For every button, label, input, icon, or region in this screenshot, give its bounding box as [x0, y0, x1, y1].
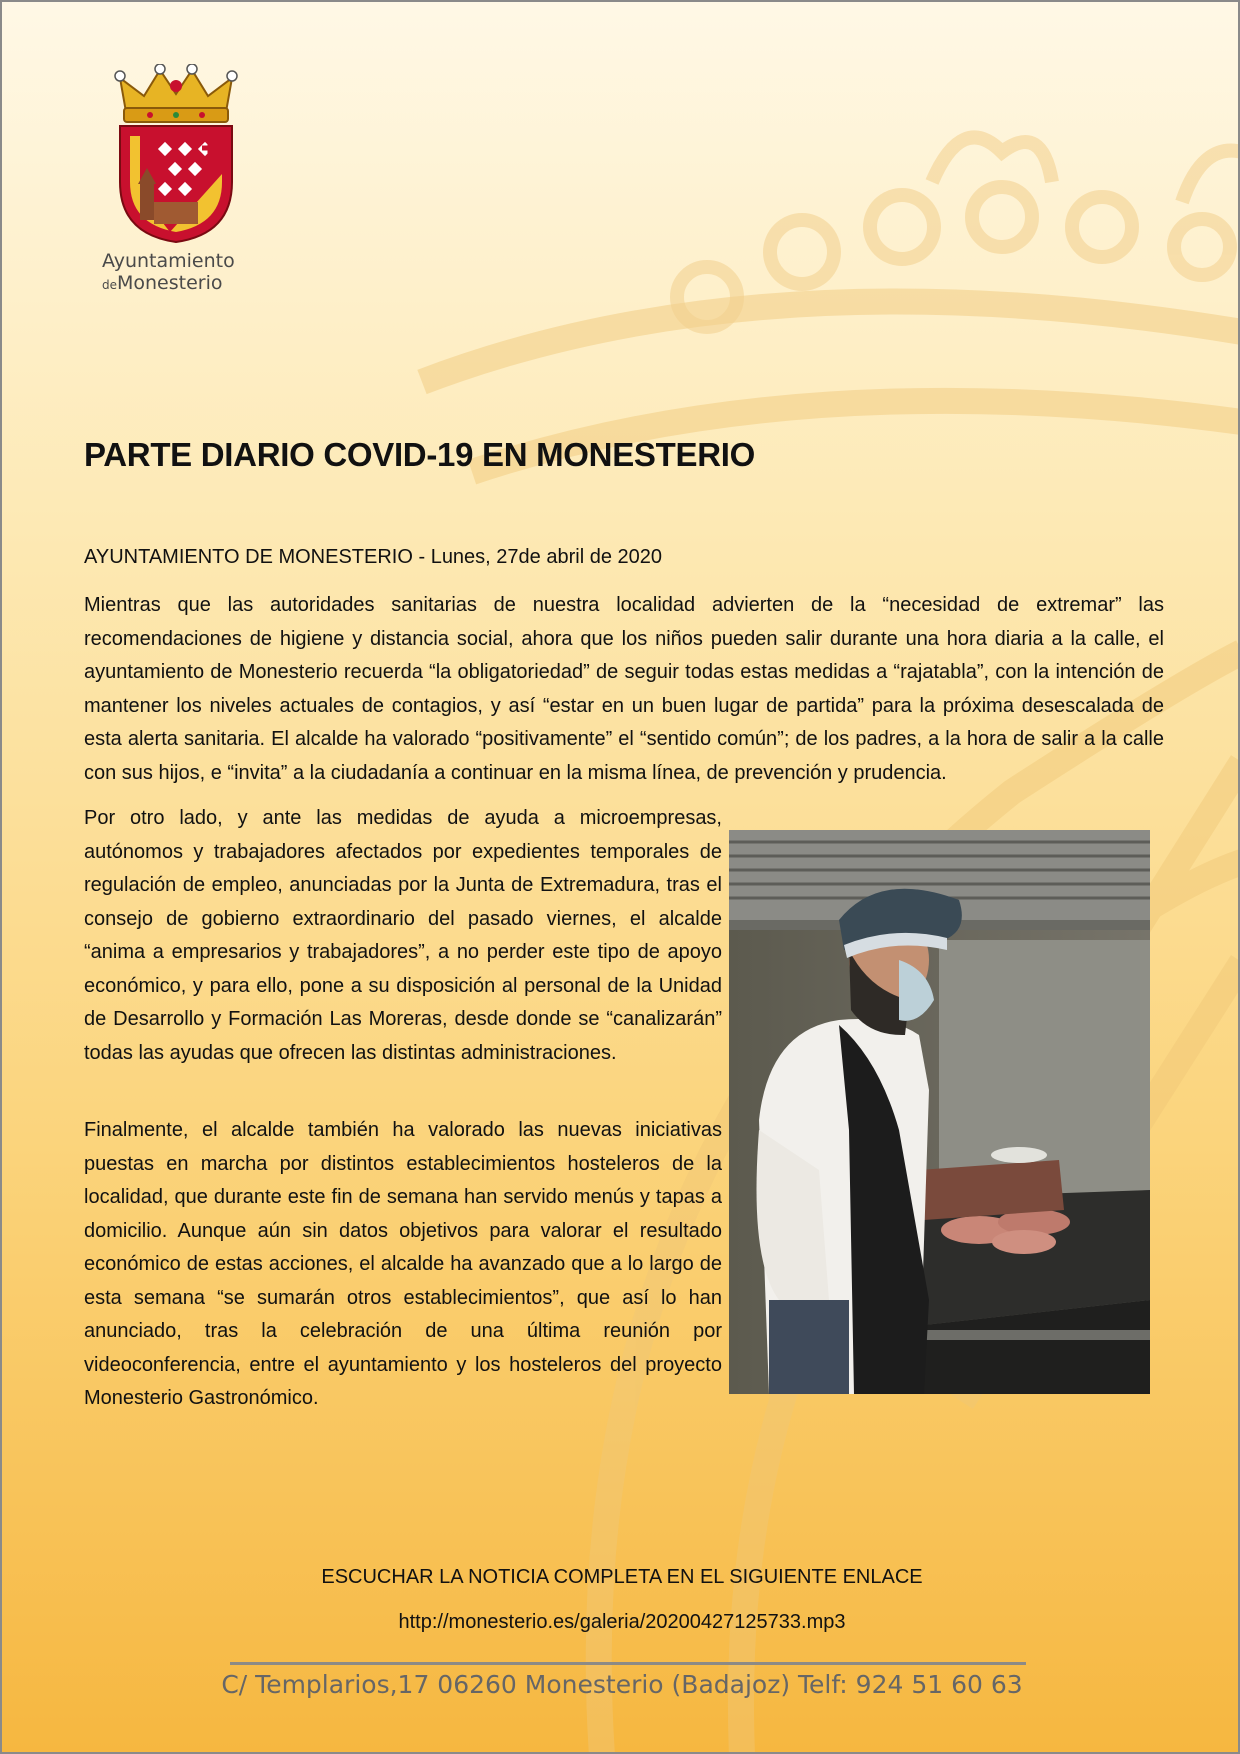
coat-of-arms-icon [110, 64, 242, 244]
audio-link[interactable]: http://monesterio.es/galeria/20200427125733.mp3 [398, 1611, 846, 1633]
ayuntamiento-logo [102, 64, 252, 296]
paragraph-1: Mientras que las autoridades sanitarias de nuestra localidad advierten de la “necesidad de extremar” las recomendaciones de higiene y distancia social, ahora que los niños pueden salir durante una hora diaria a la calle, el ayuntamiento de Monesterio recuerda “la obligatoriedad” de seguir todas estas medidas a “rajatabla”, con la intención de mantener los niveles actuales de contagios, y así “estar en un buen lugar de partida” para la próxima desescalada de esta alerta sanitaria. El alcalde ha valorado “positivamente” el “sentido común”; de los padres, a la hora de salir a la calle con sus hijos, e “invita” a la ciudadanía a continuar en la misma línea, de prevención y prudencia. [84, 594, 1164, 784]
page-title: PARTE DIARIO COVID-19 EN MONESTERIO [84, 436, 755, 473]
paragraph-2: Por otro lado, y ante las medidas de ayuda a microempresas, autónomos y trabajadores afectados por expedientes temporales de regulación de empleo, anunciadas por la Junta de Extremadura, tras el consejo de gobierno extraordinario del pasado viernes, el alcalde “anima a empresarios y trabajadores”, a no perder este tipo de apoyo económico, y para ello, pone a su disposición al personal de la Unidad de Desarrollo y Formación Las Moreras, desde donde se “canalizarán” todas las ayudas que ofrecen las distintas administraciones. [84, 807, 722, 1064]
dateline: AYUNTAMIENTO DE MONESTERIO - Lunes, 27de abril de 2020 [84, 546, 662, 568]
listen-label: ESCUCHAR LA NOTICIA COMPLETA EN EL SIGUIENTE ENLACE [321, 1566, 923, 1588]
footer-divider [230, 1662, 1026, 1665]
logo-line-2-prefix: de [102, 278, 117, 292]
footer-address: C/ Templarios,17 06260 Monesterio (Badajoz) Telf: 924 51 60 63 [221, 1670, 1023, 1699]
logo-line-1: Ayuntamiento [102, 250, 235, 272]
logo-line-2: Monesterio [117, 272, 223, 294]
paragraph-3: Finalmente, el alcalde también ha valorado las nuevas iniciativas puestas en marcha por distintos establecimientos hosteleros de la localidad, que durante este fin de semana han servido menús y tapas a domicilio. Aunque aún sin datos objetivos para valorar el resultado económico de estas acciones, el alcalde ha avanzado que a lo largo de esta semana “se sumarán otros establecimientos”, que así lo han anunciado, tras la celebración de una última reunión por videoconferencia, entre el ayuntamiento y los hosteleros del proyecto Monesterio Gastronómico. [84, 1119, 722, 1409]
cook-photo [729, 830, 1150, 1394]
